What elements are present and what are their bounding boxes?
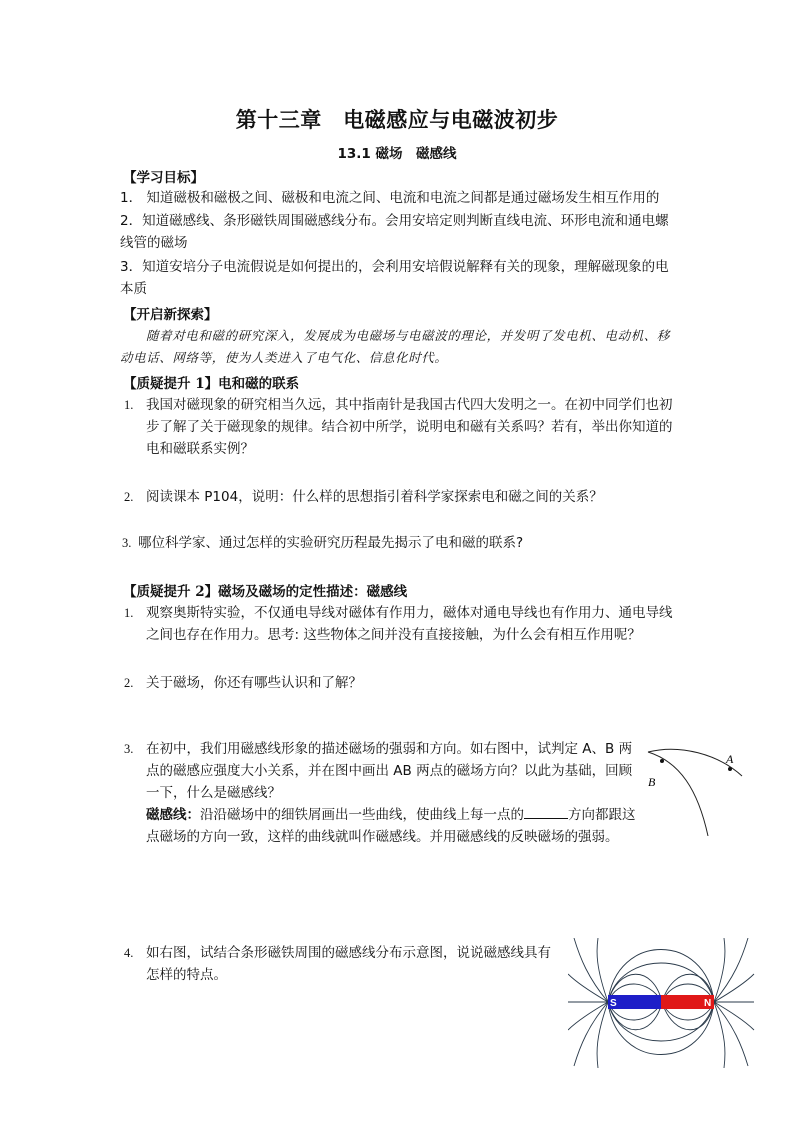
definition-blank[interactable] bbox=[524, 804, 568, 819]
label-a: A bbox=[726, 752, 734, 766]
goal-item-3: 3．知道安培分子电流假说是如何提出的，会利用安培假说解释有关的现象，理解磁现象的电本质 bbox=[120, 259, 669, 297]
goal-item-2: 2．知道磁感线、条形磁铁周围磁感线分布。会用安培定则判断直线电流、环形电流和通电螺线管的磁场 bbox=[120, 213, 669, 251]
explore-heading: 【开启新探索】 bbox=[123, 307, 218, 323]
goal-item-1: 1． 知道磁极和磁极之间、磁极和电流之间、电流和电流之间都是通过磁场发生相互作用的 bbox=[120, 190, 660, 206]
q2-item-4-num: 4. bbox=[124, 946, 134, 960]
south-label: S bbox=[610, 998, 617, 1009]
goals-heading: 【学习目标】 bbox=[123, 170, 204, 186]
q2-heading bbox=[123, 580, 407, 600]
q2-item-1-text: 观察奥斯特实验，不仅通电导线对磁体有作用力，磁体对通电导线也有作用力、通电导线之间也存在作用力。思考: 这些物体之间并没有直接接触，为什么会有相互作用呢？ bbox=[146, 605, 673, 643]
page-title: 第十三章 电磁感应与电磁波初步 bbox=[235, 107, 559, 132]
q1-item-2-num: 2. bbox=[124, 490, 134, 504]
q2-item-2-num: 2. bbox=[124, 676, 134, 690]
q1-heading-text: 电和磁的联系 bbox=[218, 376, 300, 392]
q2-item-3-text: 在初中，我们用磁感线形象的描述磁场的强弱和方向。如右图中，试判定 A、B 两点的磁感应强度大小关系，并在图中画出 AB 两点的磁场方向？以此为基础，回顾一下，什么是磁感线？ bbox=[146, 741, 633, 801]
definition-label: 磁感线： bbox=[146, 807, 200, 823]
definition-part-1: 沿沿磁场中的细铁屑画出一些曲线，使曲线上每一点的 bbox=[200, 807, 524, 823]
q1-item-3-num: 3. bbox=[122, 536, 132, 550]
q1-item-1-num: 1. bbox=[124, 398, 134, 412]
point-b bbox=[660, 759, 664, 763]
point-a bbox=[728, 767, 732, 771]
q1-item-3-text: 哪位科学家、通过怎样的实验研究历程最先揭示了电和磁的联系? bbox=[138, 535, 524, 551]
q1-heading bbox=[123, 372, 299, 392]
q2-item-4-text: 如右图，试结合条形磁铁周围的磁感线分布示意图，说说磁感线具有怎样的特点。 bbox=[146, 945, 551, 983]
lower-field-line bbox=[648, 752, 708, 836]
q2-heading-text: 磁场及磁场的定性描述：磁感线 bbox=[218, 584, 408, 600]
label-b: B bbox=[648, 775, 656, 789]
q2-item-2-text: 关于磁场，你还有哪些认识和了解？ bbox=[146, 675, 362, 691]
q1-heading-tag: 【质疑提升 1】 bbox=[123, 376, 219, 392]
explore-text: 随着对电和磁的研究深入，发展成为电磁场与电磁波的理论，并发明了发电机、电动机、移动电话、网络等，使为人类进入了电气化、信息化时代。 bbox=[120, 328, 671, 365]
section-subtitle: 13.1 磁场 磁感线 bbox=[337, 146, 457, 162]
q1-item-1-text: 我国对磁现象的研究相当久远，其中指南针是我国古代四大发明之一。在初中同学们也初步了解了关于磁现象的规律。结合初中所学，说明电和磁有关系吗？若有，举出你知道的电和磁联系实例？ bbox=[146, 397, 673, 457]
q1-item-2-text: 阅读课本 P104，说明：什么样的思想指引着科学家探索电和磁之间的关系？ bbox=[146, 489, 603, 505]
q2-item-1-num: 1. bbox=[124, 606, 134, 620]
north-label: N bbox=[704, 998, 712, 1009]
magnetic-line-definition bbox=[146, 804, 636, 848]
q2-item-3-num: 3. bbox=[124, 742, 134, 756]
q2-heading-tag: 【质疑提升 2】 bbox=[123, 584, 219, 600]
definition-part-2: 方向都跟这点磁场的方向一致，这样的曲线就叫作磁感线。并用磁感线的反映磁场的强弱。 bbox=[146, 807, 636, 845]
bar-magnet-figure bbox=[568, 938, 758, 1088]
field-line-figure bbox=[640, 736, 750, 836]
